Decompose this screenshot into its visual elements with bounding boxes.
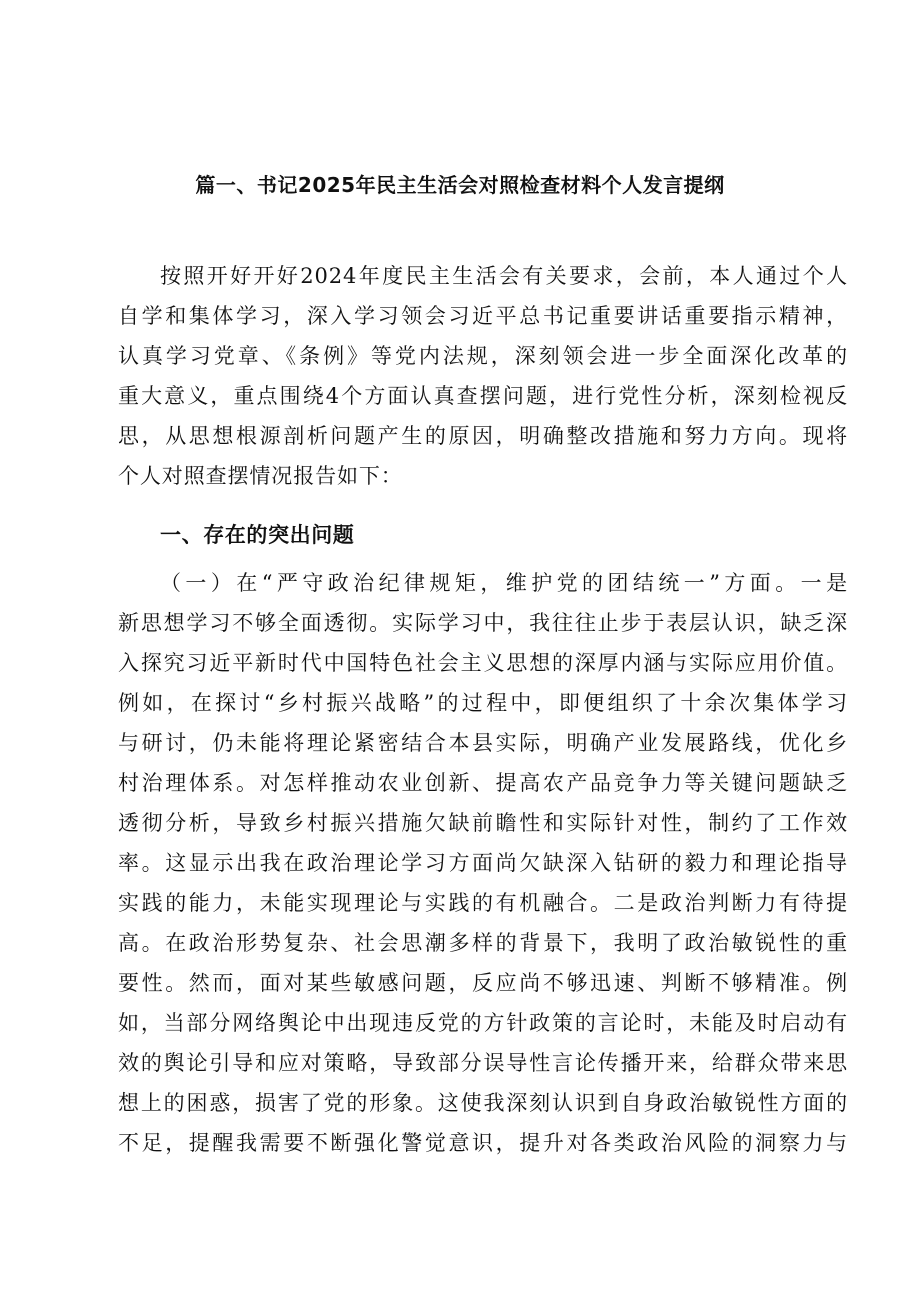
paragraph-line: 自学和集体学习，深入学习领会习近平总书记重要讲话重要指示精神， (118, 304, 848, 328)
paragraph-line: 个人对照查摆情况报告如下： (118, 464, 403, 488)
paragraph-line: 效的舆论引导和应对策略，导致部分误导性言论传播开来，给群众带来思 (118, 1051, 848, 1075)
paragraph-line: 与研讨，仍未能将理论紧密结合本县实际，明确产业发展路线，优化乡 (118, 731, 848, 755)
section-heading-block (118, 515, 848, 555)
paragraph-line: 入探究习近平新时代中国特色社会主义思想的深厚内涵与实际应用价值。 (118, 651, 848, 675)
section-heading: 一、存在的突出问题 (160, 523, 355, 547)
paragraph-line: 思，从思想根源剖析问题产生的原因，明确整改措施和努力方向。现将 (118, 424, 848, 448)
document-title: 篇一、书记2025年民主生活会对照检查材料个人发言提纲 (195, 173, 725, 197)
paragraph-line: 率。这显示出我在政治理论学习方面尚欠缺深入钻研的毅力和理论指导 (118, 851, 848, 875)
paragraph-line: （一）在“严守政治纪律规矩，维护党的团结统一”方面。一是 (160, 571, 848, 595)
paragraph-line: 重大意义，重点围绕4个方面认真查摆问题，进行党性分析，深刻检视反 (118, 384, 848, 408)
paragraph-line: 高。在政治形势复杂、社会思潮多样的背景下，我明了政治敏锐性的重 (118, 931, 848, 955)
paragraph-line: 实践的能力，未能实现理论与实践的有机融合。二是政治判断力有待提 (118, 891, 848, 915)
paragraph-line: 例如，在探讨“乡村振兴战略”的过程中，即便组织了十余次集体学习 (118, 691, 848, 715)
paragraph-line: 村治理体系。对怎样推动农业创新、提高农产品竞争力等关键问题缺乏 (118, 771, 848, 795)
paragraph-line: 不足，提醒我需要不断强化警觉意识，提升对各类政治风险的洞察力与 (118, 1131, 848, 1155)
paragraph-line: 要性。然而，面对某些敏感问题，反应尚不够迅速、判断不够精准。例 (118, 971, 848, 995)
problem-paragraph (118, 563, 848, 1163)
paragraph-line: 认真学习党章、《条例》等党内法规，深刻领会进一步全面深化改革的 (118, 344, 848, 368)
intro-paragraph (118, 256, 848, 496)
paragraph-line: 想上的困惑，损害了党的形象。这使我深刻认识到自身政治敏锐性方面的 (118, 1091, 848, 1115)
paragraph-line: 新思想学习不够全面透彻。实际学习中，我往往止步于表层认识，缺乏深 (118, 611, 848, 635)
paragraph-line: 如，当部分网络舆论中出现违反党的方针政策的言论时，未能及时启动有 (118, 1011, 848, 1035)
paragraph-line: 按照开好开好2024年度民主生活会有关要求，会前，本人通过个人 (160, 264, 848, 288)
paragraph-line: 透彻分析，导致乡村振兴措施欠缺前瞻性和实际针对性，制约了工作效 (118, 811, 848, 835)
